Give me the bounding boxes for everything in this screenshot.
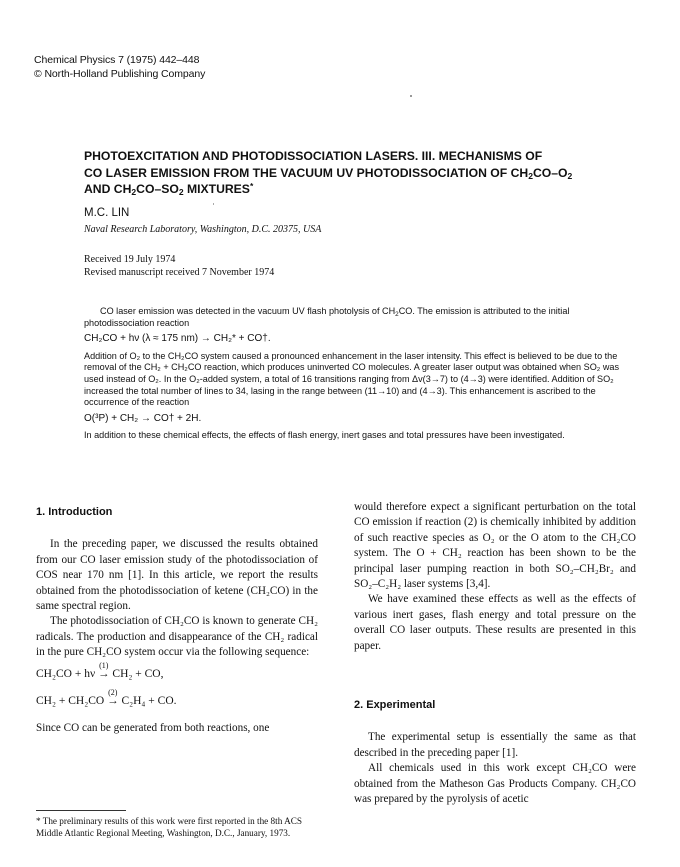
intro-paragraph-5: We have examined these effects as well as the effects of various inert gases, flash energy and total pressure on the overall CO laser outputs. These results are presented in this paper. bbox=[354, 593, 636, 652]
manuscript-dates bbox=[84, 254, 274, 279]
abstract-paragraph-1: CO laser emission was detected in the vacuum UV flash photolysis of $CH_2CO$. The emission is attributed to the initial photodissociation reaction bbox=[84, 306, 570, 328]
intro-paragraph-1: In the preceding paper, we discussed the results obtained from our CO laser emission study of the photodissociation of COS near 170 nm [1]. In this article, we report the results obtained from the photodissociation of ketene (CH₂CO) in the same spectral region. bbox=[36, 538, 318, 613]
title-line-1: PHOTOEXCITATION AND PHOTODISSOCIATION LASERS. III. MECHANISMS OF bbox=[84, 149, 543, 163]
abstract bbox=[84, 306, 639, 445]
abstract-paragraph-2: Addition of O₂ to the CH₂CO system caused a pronounced enhancement in the laser intensity. This effect is believed to be due to the removal of the CH₂ + CH₂CO reaction, which produces uninverted CO molecules. A greater laser output was obtained when SO₂ was used instead of O₂. In the O₂-added system, a total of 16 transitions ranging from Δv(3→7) to (4→3) were identified. Addition of SO₂ increased the total number of lines to 34, lasing in the range between (11→10) and (4→3). This enhancement is ascribed to the occurrence of the reaction bbox=[84, 350, 620, 408]
author-name: M.C. LIN bbox=[84, 207, 130, 219]
title-line-2: CO LASER EMISSION FROM THE VACUUM UV PHOTODISSOCIATION OF $CH_2CO-O_2$ bbox=[84, 165, 573, 181]
reaction-label-2: (2) bbox=[108, 688, 118, 698]
reaction-label-1: (1) bbox=[99, 660, 109, 670]
revised-date: Revised manuscript received 7 November 1974 bbox=[84, 266, 275, 278]
intro-paragraph-2: The photodissociation of CH₂CO is known to generate CH₂ radicals. The production and disappearance of the CH₂ radical in the pure CH₂CO system occur via the following sequence: bbox=[36, 615, 318, 659]
section-heading-experimental: 2. Experimental bbox=[354, 699, 436, 712]
scan-speck bbox=[410, 95, 412, 97]
experimental-paragraph-2: All chemicals used in this work except CH₂CO were obtained from the Matheson Gas Products Company. CH₂CO was prepared by the pyrolysis of acetic bbox=[354, 762, 636, 806]
intro-paragraph-4: would therefore expect a significant perturbation on the total CO emission if reaction (2) is chemically inhibited by addition of such reactive species as O₂ or the O atom to the CH₂CO system. The O + CH₂ reaction has been shown to be the principal laser pumping reaction in both SO₂–CH₂Br₂ and SO₂–C₂H₂ laser systems [3,4]. bbox=[354, 501, 636, 591]
journal-citation: Chemical Physics 7 (1975) 442–448 bbox=[34, 54, 200, 66]
reaction-equation-2: CH₂ + CH₂CO (2) → C₂H₄ + CO. bbox=[36, 694, 318, 709]
right-column bbox=[354, 500, 636, 808]
reaction-equation-1: CH₂CO + hν (1) → CH₂ + CO, bbox=[36, 667, 318, 682]
scan-speck bbox=[213, 203, 214, 205]
author-affiliation: Naval Research Laboratory, Washington, D.C. 20375, USA bbox=[84, 224, 322, 235]
abstract-equation-1: CH₂CO + hν (λ ≈ 175 nm) → CH₂* + CO†. bbox=[84, 333, 271, 345]
received-date: Received 19 July 1974 bbox=[84, 254, 176, 265]
experimental-paragraph-1: The experimental setup is essentially the same as that described in the preceding paper [1]. bbox=[354, 731, 636, 759]
abstract-paragraph-3: In addition to these chemical effects, the effects of flash energy, inert gases and total pressures have been investigated. bbox=[84, 430, 565, 441]
section-heading-introduction: 1. Introduction bbox=[36, 506, 113, 518]
title-line-3: AND $CH_2CO-SO_2$ MIXTURES* bbox=[84, 181, 254, 197]
intro-paragraph-3: Since CO can be generated from both reactions, one bbox=[36, 722, 270, 735]
journal-header bbox=[34, 53, 205, 81]
journal-publisher: © North-Holland Publishing Company bbox=[34, 68, 206, 80]
footnote-divider bbox=[36, 810, 126, 811]
footnote: * The preliminary results of this work were first reported in the 8th ACS Middle Atlantic Regional Meeting, Washington, D.C., January, 1973. bbox=[36, 816, 302, 838]
abstract-equation-2: O(³P) + CH₂ → CO† + 2H. bbox=[84, 412, 202, 424]
paper-title bbox=[84, 148, 604, 198]
left-column bbox=[36, 505, 318, 737]
